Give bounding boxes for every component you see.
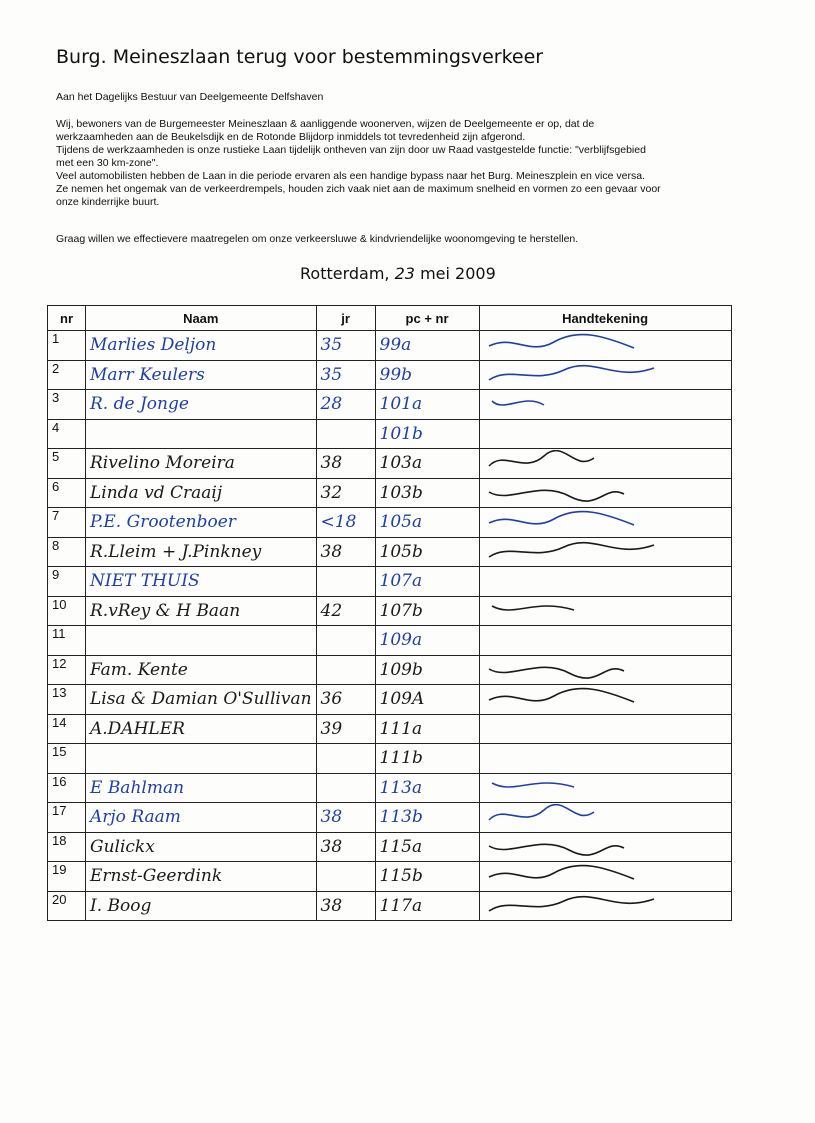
cell-nr: 9: [48, 567, 86, 597]
cell-name: Lisa & Damian O'Sullivan: [86, 685, 317, 715]
signature-scribble: [484, 391, 724, 417]
paragraph: Wij, bewoners van de Burgemeester Meineszlaan & aanliggende woonerven, wijzen de Deelgemeente er op, dat de werkzaamheden aan de Beukelsdijk en de Rotonde Blijdorp inmiddels tot tevredenheid zijn afgerond.: [56, 118, 595, 143]
table-row: [48, 419, 732, 449]
signature-scribble: [484, 686, 724, 712]
cell-name: Rivelino Moreira: [86, 449, 317, 479]
signature-scribble: [484, 893, 724, 919]
signature-scribble: [484, 863, 724, 889]
cell-postcode: 111b: [375, 744, 479, 774]
table-row: [48, 567, 732, 597]
cell-postcode: 103a: [375, 449, 479, 479]
cell-nr: 15: [48, 744, 86, 774]
table-row: [48, 655, 732, 685]
cell-postcode: 109a: [375, 626, 479, 656]
handwritten-day: 23: [394, 264, 415, 283]
cell-signature: [479, 449, 731, 479]
cell-age: [316, 744, 375, 774]
cell-name: [86, 626, 317, 656]
signature-scribble: [484, 657, 724, 683]
cell-postcode: 113a: [375, 773, 479, 803]
table-row: [48, 744, 732, 774]
cell-age: [316, 862, 375, 892]
cell-nr: 7: [48, 508, 86, 538]
cell-signature: [479, 773, 731, 803]
table-row: [48, 596, 732, 626]
signature-scribble: [484, 598, 724, 624]
cell-postcode: 107a: [375, 567, 479, 597]
cell-postcode: 109b: [375, 655, 479, 685]
table-row: [48, 331, 732, 361]
cell-postcode: 101b: [375, 419, 479, 449]
cell-signature: [479, 596, 731, 626]
table-row: [48, 862, 732, 892]
cell-age: 36: [316, 685, 375, 715]
cell-nr: 14: [48, 714, 86, 744]
cell-nr: 1: [48, 331, 86, 361]
table-body: [48, 331, 732, 921]
cell-nr: 6: [48, 478, 86, 508]
signature-stroke: [489, 451, 594, 466]
signature-stroke: [489, 490, 624, 501]
signature-scribble: [484, 450, 724, 476]
signature-stroke: [492, 606, 574, 610]
cell-name: Arjo Raam: [86, 803, 317, 833]
header-postcode: pc + nr: [375, 306, 479, 331]
cell-signature: [479, 419, 731, 449]
cell-name: Marr Keulers: [86, 360, 317, 390]
header-signature: Handtekening: [479, 306, 731, 331]
signature-scribble: [484, 834, 724, 860]
table-row: [48, 714, 732, 744]
cell-nr: 13: [48, 685, 86, 715]
table-row: [48, 508, 732, 538]
signature-scribble: [484, 480, 724, 506]
cell-age: 35: [316, 331, 375, 361]
cell-nr: 17: [48, 803, 86, 833]
cell-name: E Bahlman: [86, 773, 317, 803]
cell-age: 35: [316, 360, 375, 390]
cell-postcode: 107b: [375, 596, 479, 626]
paragraph: Ze nemen het ongemak van de verkeerdrempels, houden zich vaak niet aan de maximum snelheid en vormen zo een gevaar voor onze kinderrijke buurt.: [56, 183, 661, 208]
cell-age: [316, 626, 375, 656]
cell-name: R.vRey & H Baan: [86, 596, 317, 626]
cell-nr: 11: [48, 626, 86, 656]
signature-stroke: [492, 783, 574, 787]
cell-signature: [479, 508, 731, 538]
cell-postcode: 115b: [375, 862, 479, 892]
cell-postcode: 111a: [375, 714, 479, 744]
table-row: [48, 626, 732, 656]
signature-stroke: [492, 401, 544, 405]
cell-name: Linda vd Craaij: [86, 478, 317, 508]
table-row: [48, 390, 732, 420]
cell-signature: [479, 744, 731, 774]
cell-age: [316, 567, 375, 597]
paragraph: Veel automobilisten hebben de Laan in die periode ervaren als een handige bypass naar het Burg. Meineszplein en vice versa.: [56, 170, 645, 182]
cell-nr: 10: [48, 596, 86, 626]
cell-signature: [479, 537, 731, 567]
cell-signature: [479, 832, 731, 862]
signature-stroke: [489, 667, 624, 678]
petition-title: Burg. Meineszlaan terug voor bestemmingsverkeer: [56, 46, 544, 68]
addressee-line: Aan het Dagelijks Bestuur van Deelgemeente Delfshaven: [56, 91, 324, 103]
cell-nr: 8: [48, 537, 86, 567]
cell-age: 39: [316, 714, 375, 744]
cell-name: A.DAHLER: [86, 714, 317, 744]
signature-scribble: [484, 804, 724, 830]
signature-scribble: [484, 332, 724, 358]
table-row: [48, 360, 732, 390]
cell-nr: 20: [48, 891, 86, 921]
signature-scribble: [484, 775, 724, 801]
cell-name: [86, 744, 317, 774]
cell-postcode: 101a: [375, 390, 479, 420]
cell-name: Fam. Kente: [86, 655, 317, 685]
cell-signature: [479, 803, 731, 833]
cell-name: Marlies Deljon: [86, 331, 317, 361]
cell-postcode: 105a: [375, 508, 479, 538]
signature-stroke: [489, 365, 654, 379]
table-row: [48, 832, 732, 862]
signature-scribble: [484, 362, 724, 388]
cell-name: Gulickx: [86, 832, 317, 862]
petition-body: [56, 118, 666, 209]
cell-name: R.Lleim + J.Pinkney: [86, 537, 317, 567]
cell-age: 38: [316, 891, 375, 921]
table-row: [48, 685, 732, 715]
cell-postcode: 109A: [375, 685, 479, 715]
cell-signature: [479, 685, 731, 715]
cell-nr: 12: [48, 655, 86, 685]
table-row: [48, 449, 732, 479]
cell-age: 28: [316, 390, 375, 420]
cell-age: [316, 773, 375, 803]
cell-signature: [479, 331, 731, 361]
cell-signature: [479, 478, 731, 508]
cell-name: I. Boog: [86, 891, 317, 921]
signature-table: [47, 305, 732, 921]
cell-name: R. de Jonge: [86, 390, 317, 420]
cell-signature: [479, 360, 731, 390]
table-row: [48, 891, 732, 921]
cell-age: 32: [316, 478, 375, 508]
cell-name: [86, 419, 317, 449]
cell-nr: 3: [48, 390, 86, 420]
cell-signature: [479, 567, 731, 597]
cell-name: Ernst-Geerdink: [86, 862, 317, 892]
cell-name: NIET THUIS: [86, 567, 317, 597]
header-age: jr: [316, 306, 375, 331]
signature-stroke: [489, 335, 634, 348]
cell-age: 38: [316, 803, 375, 833]
paragraph: Tijdens de werkzaamheden is onze rustieke Laan tijdelijk ontheven van zijn door uw Raad vastgestelde functie: "verblijfsgebied met een 30 km-zone".: [56, 144, 646, 169]
month-year: mei 2009: [420, 264, 496, 283]
cell-age: [316, 419, 375, 449]
cell-age: <18: [316, 508, 375, 538]
cell-postcode: 113b: [375, 803, 479, 833]
cell-signature: [479, 862, 731, 892]
cell-postcode: 99a: [375, 331, 479, 361]
signature-stroke: [489, 689, 634, 702]
header-nr: nr: [48, 306, 86, 331]
signature-stroke: [489, 805, 594, 820]
signature-scribble: [484, 509, 724, 535]
signature-scribble: [484, 539, 724, 565]
cell-postcode: 117a: [375, 891, 479, 921]
table-row: [48, 478, 732, 508]
table-header-row: [48, 306, 732, 331]
cell-age: 38: [316, 832, 375, 862]
cell-nr: 2: [48, 360, 86, 390]
closing-line: Graag willen we effectievere maatregelen om onze verkeersluwe & kindvriendelijke woonomgeving te herstellen.: [56, 233, 579, 245]
cell-age: 38: [316, 449, 375, 479]
cell-nr: 16: [48, 773, 86, 803]
signature-stroke: [489, 896, 654, 910]
cell-postcode: 115a: [375, 832, 479, 862]
table-row: [48, 537, 732, 567]
table-row: [48, 773, 732, 803]
cell-signature: [479, 891, 731, 921]
cell-nr: 19: [48, 862, 86, 892]
place-date: [300, 264, 496, 283]
cell-nr: 18: [48, 832, 86, 862]
table-row: [48, 803, 732, 833]
cell-age: 38: [316, 537, 375, 567]
header-name: Naam: [86, 306, 317, 331]
signature-stroke: [489, 512, 634, 525]
cell-nr: 5: [48, 449, 86, 479]
cell-signature: [479, 626, 731, 656]
signature-stroke: [489, 844, 624, 855]
cell-postcode: 103b: [375, 478, 479, 508]
place: Rotterdam,: [300, 264, 390, 283]
cell-signature: [479, 390, 731, 420]
signature-stroke: [489, 866, 634, 879]
cell-age: 42: [316, 596, 375, 626]
cell-postcode: 99b: [375, 360, 479, 390]
cell-name: P.E. Grootenboer: [86, 508, 317, 538]
cell-postcode: 105b: [375, 537, 479, 567]
cell-signature: [479, 714, 731, 744]
cell-signature: [479, 655, 731, 685]
cell-age: [316, 655, 375, 685]
signature-stroke: [489, 542, 654, 556]
cell-nr: 4: [48, 419, 86, 449]
